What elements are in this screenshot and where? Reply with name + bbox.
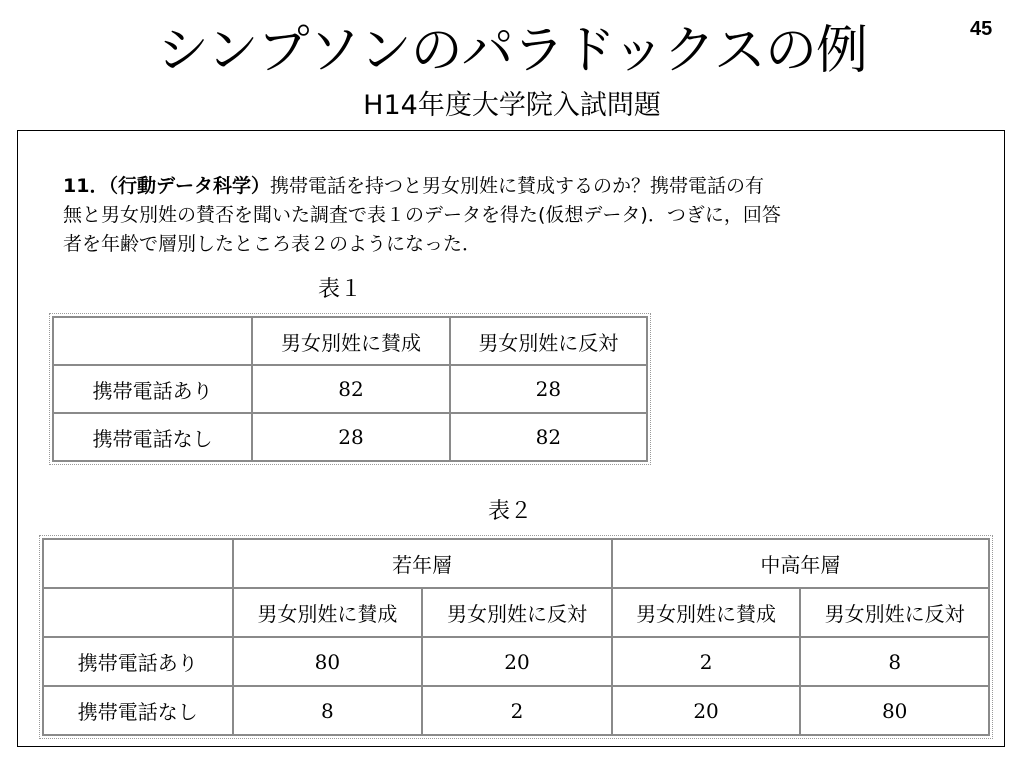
table-cell: 82 [252,365,449,413]
table-2 [42,538,990,736]
table-header-cell: 男女別姓に反対 [422,588,612,637]
row-label: 携帯電話あり [53,365,252,413]
row-label: 携帯電話なし [43,686,233,735]
table-cell: 28 [450,365,647,413]
table-header-row [43,588,989,637]
page-number: 45 [970,18,993,40]
table-cell: 20 [612,686,801,735]
row-label: 携帯電話なし [53,413,252,461]
table-cell: 80 [800,686,989,735]
table2-caption: 表２ [488,499,533,524]
group-header-middle-aged: 中高年層 [612,539,989,588]
table-cell: 82 [450,413,647,461]
table-header-cell [43,539,233,588]
question-text [63,172,983,259]
table-row [53,365,647,413]
slide-subtitle: H14年度大学院入試問題 [363,90,661,121]
table-cell: 28 [252,413,449,461]
table1-caption: 表１ [318,277,363,302]
question-line-2: 無と男女別姓の賛否を聞いた調査で表１のデータを得た(仮想データ)．つぎに，回答 [63,204,781,226]
table-1 [52,316,648,462]
table-cell: 8 [800,637,989,686]
row-label: 携帯電話あり [43,637,233,686]
table-cell: 2 [612,637,801,686]
group-header-row [43,539,989,588]
table-header-cell: 男女別姓に反対 [450,317,647,365]
table-row [43,686,989,735]
table-header-cell: 男女別姓に賛成 [233,588,423,637]
table-header-row [53,317,647,365]
group-header-young: 若年層 [233,539,612,588]
table-header-cell: 男女別姓に賛成 [612,588,801,637]
table-header-cell: 男女別姓に賛成 [252,317,449,365]
question-category: （行動データ科学） [108,175,270,197]
table-cell: 8 [233,686,423,735]
table-row [43,637,989,686]
table-header-cell: 男女別姓に反対 [800,588,989,637]
slide-title: シンプソンのパラドックスの例 [156,21,868,81]
question-line-3: 者を年齢で層別したところ表２のようになった． [63,233,482,255]
question-line-1: 携帯電話を持つと男女別姓に賛成するのか？携帯電話の有 [269,175,764,197]
table-header-cell [43,588,233,637]
table-cell: 2 [422,686,612,735]
table-cell: 80 [233,637,423,686]
table-header-cell [53,317,252,365]
table-cell: 20 [422,637,612,686]
question-number: 11． [63,175,109,197]
table-row [53,413,647,461]
